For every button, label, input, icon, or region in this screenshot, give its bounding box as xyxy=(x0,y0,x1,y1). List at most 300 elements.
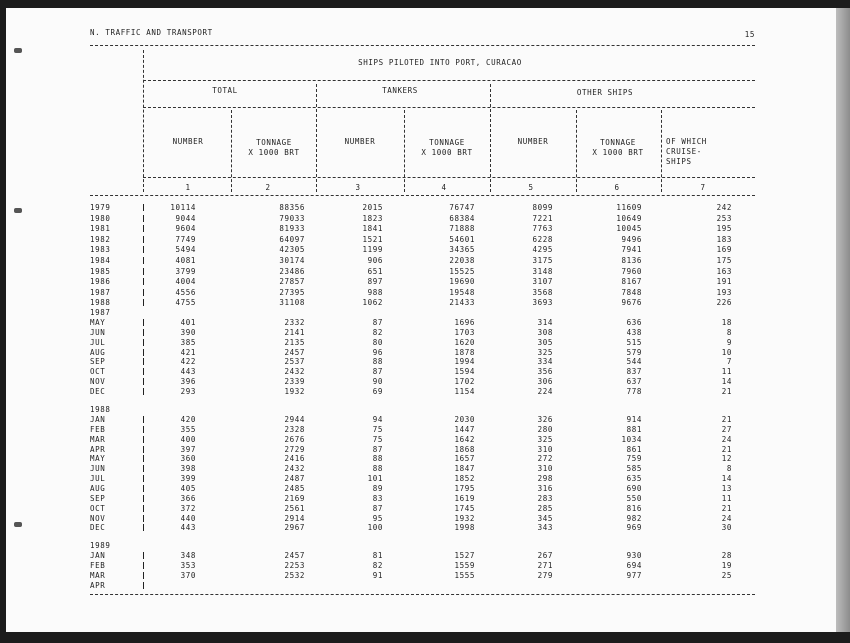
table-cell: 25 xyxy=(721,570,732,580)
column-header: NUMBER xyxy=(172,137,204,146)
table-cell: 87 xyxy=(372,367,383,377)
table-cell: 906 xyxy=(367,256,383,265)
table-cell: 7 xyxy=(726,357,732,367)
table-cell: 2432 xyxy=(284,367,305,377)
table-cell: 19690 xyxy=(449,277,475,287)
table-cell: 1619 xyxy=(454,493,475,503)
row-bar xyxy=(143,268,144,275)
column-separator xyxy=(231,110,232,192)
table-cell: 96 xyxy=(372,347,383,357)
table-cell: 982 xyxy=(626,513,642,523)
row-bar xyxy=(143,505,144,512)
page-number: 15 xyxy=(744,30,755,39)
table-cell: 1703 xyxy=(454,327,475,337)
column-separator xyxy=(661,110,662,192)
table-cell: 80 xyxy=(372,337,383,347)
table-cell: 2561 xyxy=(284,503,305,513)
table-cell: 175 xyxy=(716,256,732,265)
divider xyxy=(90,45,755,46)
row-bar xyxy=(143,289,144,296)
row-bar xyxy=(143,515,144,522)
table-cell: 283 xyxy=(537,493,553,503)
table-cell: 914 xyxy=(626,415,642,424)
row-label: 1981 xyxy=(90,224,111,234)
divider xyxy=(90,594,755,595)
table-cell: 30174 xyxy=(279,256,305,265)
table-cell: 14 xyxy=(721,377,732,387)
table-cell: 242 xyxy=(716,203,732,212)
table-cell: 366 xyxy=(180,493,196,503)
table-cell: 1841 xyxy=(362,224,383,234)
row-label: JUL xyxy=(90,337,106,347)
column-header: TONNAGE X 1000 BRT xyxy=(592,138,644,157)
table-cell: 897 xyxy=(367,277,383,287)
row-bar xyxy=(143,278,144,285)
table-cell: 401 xyxy=(180,318,196,327)
row-label: DEC xyxy=(90,523,106,533)
column-number: 7 xyxy=(700,183,706,192)
row-bar xyxy=(143,368,144,375)
table-cell: 169 xyxy=(716,245,732,255)
row-bar xyxy=(143,257,144,264)
row-bar xyxy=(143,485,144,492)
table-cell: 12 xyxy=(721,454,732,464)
table-cell: 1594 xyxy=(454,367,475,377)
row-label: JAN xyxy=(90,415,106,424)
column-separator xyxy=(490,84,491,192)
row-label: MAR xyxy=(90,434,106,444)
table-cell: 183 xyxy=(716,234,732,244)
row-label: JUL xyxy=(90,474,106,484)
table-cell: 298 xyxy=(537,474,553,484)
row-bar xyxy=(143,572,144,579)
table-cell: 6228 xyxy=(532,234,553,244)
table-cell: 2030 xyxy=(454,415,475,424)
divider xyxy=(143,107,755,108)
table-cell: 253 xyxy=(716,213,732,223)
table-cell: 544 xyxy=(626,357,642,367)
table-cell: 11609 xyxy=(616,203,642,212)
row-label: 1988 xyxy=(90,298,111,308)
table-cell: 69 xyxy=(372,386,383,396)
row-label: 1984 xyxy=(90,256,111,265)
table-cell: 310 xyxy=(537,464,553,474)
table-cell: 325 xyxy=(537,434,553,444)
table-cell: 421 xyxy=(180,347,196,357)
table-cell: 314 xyxy=(537,318,553,327)
table-cell: 27 xyxy=(721,424,732,434)
row-label: JUN xyxy=(90,464,106,474)
row-bar xyxy=(143,339,144,346)
row-bar xyxy=(143,552,144,559)
row-bar xyxy=(143,495,144,502)
table-cell: 13 xyxy=(721,483,732,493)
table-cell: 400 xyxy=(180,434,196,444)
table-cell: 310 xyxy=(537,444,553,454)
table-cell: 1555 xyxy=(454,570,475,580)
table-cell: 1847 xyxy=(454,464,475,474)
table-cell: 759 xyxy=(626,454,642,464)
column-header: OF WHICH CRUISE- SHIPS xyxy=(666,137,707,166)
table-cell: 10649 xyxy=(616,213,642,223)
table-cell: 2729 xyxy=(284,444,305,454)
table-cell: 637 xyxy=(626,377,642,387)
row-bar xyxy=(143,225,144,232)
binder-hole-icon xyxy=(14,48,22,53)
table-cell: 443 xyxy=(180,367,196,377)
table-cell: 19 xyxy=(721,560,732,570)
table-cell: 2485 xyxy=(284,483,305,493)
row-label: NOV xyxy=(90,513,106,523)
table-cell: 42305 xyxy=(279,245,305,255)
row-label: AUG xyxy=(90,347,106,357)
table-cell: 2967 xyxy=(284,523,305,533)
table-cell: 90 xyxy=(372,377,383,387)
table-cell: 11 xyxy=(721,493,732,503)
table-cell: 861 xyxy=(626,444,642,454)
table-cell: 27395 xyxy=(279,287,305,297)
row-bar xyxy=(143,246,144,253)
table-cell: 881 xyxy=(626,424,642,434)
table-cell: 440 xyxy=(180,513,196,523)
table-cell: 226 xyxy=(716,298,732,308)
row-label: 1987 xyxy=(90,287,111,297)
table-cell: 9496 xyxy=(621,234,642,244)
table-cell: 163 xyxy=(716,266,732,276)
row-bar xyxy=(143,358,144,365)
table-cell: 3799 xyxy=(175,266,196,276)
row-bar xyxy=(143,562,144,569)
column-separator xyxy=(316,84,317,192)
table-cell: 326 xyxy=(537,415,553,424)
year-heading: 1987 xyxy=(90,308,111,317)
table-cell: 224 xyxy=(537,386,553,396)
table-cell: 89 xyxy=(372,483,383,493)
column-header: NUMBER xyxy=(344,137,376,146)
table-cell: 191 xyxy=(716,277,732,287)
table-cell: 2015 xyxy=(362,203,383,212)
table-cell: 2169 xyxy=(284,493,305,503)
table-cell: 75 xyxy=(372,424,383,434)
table-cell: 24 xyxy=(721,513,732,523)
table-cell: 977 xyxy=(626,570,642,580)
table-cell: 2537 xyxy=(284,357,305,367)
table-cell: 21 xyxy=(721,503,732,513)
table-cell: 79033 xyxy=(279,213,305,223)
table-cell: 15525 xyxy=(449,266,475,276)
table-cell: 71888 xyxy=(449,224,475,234)
row-label: APR xyxy=(90,580,106,590)
table-cell: 24 xyxy=(721,434,732,444)
table-cell: 7960 xyxy=(621,266,642,276)
table-cell: 87 xyxy=(372,503,383,513)
table-cell: 193 xyxy=(716,287,732,297)
table-cell: 4295 xyxy=(532,245,553,255)
row-label: MAY xyxy=(90,318,106,327)
row-bar xyxy=(143,204,144,211)
table-cell: 83 xyxy=(372,493,383,503)
table-cell: 10045 xyxy=(616,224,642,234)
row-label: JUN xyxy=(90,327,106,337)
table-cell: 88 xyxy=(372,454,383,464)
table-cell: 1527 xyxy=(454,551,475,560)
column-header: TONNAGE X 1000 BRT xyxy=(248,138,300,157)
table-cell: 21 xyxy=(721,386,732,396)
table-cell: 390 xyxy=(180,327,196,337)
table-cell: 87 xyxy=(372,318,383,327)
table-cell: 54601 xyxy=(449,234,475,244)
group-total: TOTAL xyxy=(212,86,238,95)
column-number: 6 xyxy=(614,183,620,192)
divider xyxy=(143,80,755,81)
table-cell: 7941 xyxy=(621,245,642,255)
row-label: NOV xyxy=(90,377,106,387)
table-cell: 3107 xyxy=(532,277,553,287)
table-cell: 14 xyxy=(721,474,732,484)
table-cell: 2944 xyxy=(284,415,305,424)
table-cell: 94 xyxy=(372,415,383,424)
row-bar xyxy=(143,236,144,243)
table-cell: 101 xyxy=(367,474,383,484)
row-bar xyxy=(143,416,144,423)
table-cell: 2676 xyxy=(284,434,305,444)
table-cell: 2457 xyxy=(284,551,305,560)
table-cell: 308 xyxy=(537,327,553,337)
table-cell: 443 xyxy=(180,523,196,533)
table-cell: 4081 xyxy=(175,256,196,265)
table-cell: 10 xyxy=(721,347,732,357)
table-cell: 837 xyxy=(626,367,642,377)
column-number: 2 xyxy=(265,183,271,192)
row-label: 1983 xyxy=(90,245,111,255)
table-cell: 2914 xyxy=(284,513,305,523)
table-cell: 2432 xyxy=(284,464,305,474)
row-label: 1979 xyxy=(90,203,111,212)
table-cell: 816 xyxy=(626,503,642,513)
table-cell: 2328 xyxy=(284,424,305,434)
table-cell: 420 xyxy=(180,415,196,424)
table-cell: 31108 xyxy=(279,298,305,308)
table-cell: 91 xyxy=(372,570,383,580)
table-cell: 11 xyxy=(721,367,732,377)
table-cell: 360 xyxy=(180,454,196,464)
table-cell: 88 xyxy=(372,464,383,474)
table-cell: 334 xyxy=(537,357,553,367)
table-cell: 18 xyxy=(721,318,732,327)
table-cell: 2532 xyxy=(284,570,305,580)
divider xyxy=(143,177,755,178)
table-cell: 27857 xyxy=(279,277,305,287)
row-bar xyxy=(143,582,144,589)
table-cell: 293 xyxy=(180,386,196,396)
table-cell: 3568 xyxy=(532,287,553,297)
table-cell: 82 xyxy=(372,327,383,337)
table-cell: 1154 xyxy=(454,386,475,396)
row-label: DEC xyxy=(90,386,106,396)
row-label: JAN xyxy=(90,551,106,560)
row-bar xyxy=(143,349,144,356)
table-cell: 7749 xyxy=(175,234,196,244)
row-bar xyxy=(143,378,144,385)
table-cell: 397 xyxy=(180,444,196,454)
column-header: TONNAGE X 1000 BRT xyxy=(421,138,473,157)
table-cell: 1878 xyxy=(454,347,475,357)
table-cell: 21 xyxy=(721,444,732,454)
table-cell: 267 xyxy=(537,551,553,560)
table-cell: 81 xyxy=(372,551,383,560)
table-cell: 651 xyxy=(367,266,383,276)
table-cell: 1657 xyxy=(454,454,475,464)
table-cell: 550 xyxy=(626,493,642,503)
column-number: 5 xyxy=(528,183,534,192)
row-label: SEP xyxy=(90,493,106,503)
row-label: APR xyxy=(90,444,106,454)
binder-hole-icon xyxy=(14,522,22,527)
table-cell: 4004 xyxy=(175,277,196,287)
table-cell: 399 xyxy=(180,474,196,484)
table-cell: 969 xyxy=(626,523,642,533)
row-label: SEP xyxy=(90,357,106,367)
table-cell: 3175 xyxy=(532,256,553,265)
table-cell: 8136 xyxy=(621,256,642,265)
table-cell: 345 xyxy=(537,513,553,523)
table-cell: 30 xyxy=(721,523,732,533)
table-cell: 343 xyxy=(537,523,553,533)
table-cell: 1696 xyxy=(454,318,475,327)
column-separator xyxy=(576,110,577,192)
row-label: 1980 xyxy=(90,213,111,223)
table-cell: 325 xyxy=(537,347,553,357)
table-cell: 195 xyxy=(716,224,732,234)
table-cell: 4755 xyxy=(175,298,196,308)
table-cell: 372 xyxy=(180,503,196,513)
table-cell: 396 xyxy=(180,377,196,387)
table-cell: 9 xyxy=(726,337,732,347)
binder-hole-icon xyxy=(14,208,22,213)
table-cell: 438 xyxy=(626,327,642,337)
table-cell: 19548 xyxy=(449,287,475,297)
table-cell: 1642 xyxy=(454,434,475,444)
row-label: 1986 xyxy=(90,277,111,287)
table-cell: 355 xyxy=(180,424,196,434)
table-cell: 1795 xyxy=(454,483,475,493)
table-cell: 348 xyxy=(180,551,196,560)
page-edge-shadow xyxy=(836,8,850,632)
table-cell: 7848 xyxy=(621,287,642,297)
table-cell: 1559 xyxy=(454,560,475,570)
table-cell: 636 xyxy=(626,318,642,327)
table-cell: 1521 xyxy=(362,234,383,244)
table-cell: 8 xyxy=(726,464,732,474)
table-cell: 1745 xyxy=(454,503,475,513)
table-cell: 1932 xyxy=(284,386,305,396)
table-cell: 1823 xyxy=(362,213,383,223)
table-cell: 2416 xyxy=(284,454,305,464)
table-cell: 280 xyxy=(537,424,553,434)
table-cell: 271 xyxy=(537,560,553,570)
row-bar xyxy=(143,299,144,306)
table-cell: 22038 xyxy=(449,256,475,265)
table-cell: 370 xyxy=(180,570,196,580)
column-number: 3 xyxy=(355,183,361,192)
column-number: 4 xyxy=(441,183,447,192)
table-cell: 82 xyxy=(372,560,383,570)
row-bar xyxy=(143,475,144,482)
table-cell: 778 xyxy=(626,386,642,396)
table-cell: 81933 xyxy=(279,224,305,234)
table-cell: 285 xyxy=(537,503,553,513)
table-cell: 2457 xyxy=(284,347,305,357)
row-bar xyxy=(143,524,144,531)
row-bar xyxy=(143,436,144,443)
row-bar xyxy=(143,329,144,336)
table-cell: 515 xyxy=(626,337,642,347)
table-cell: 3693 xyxy=(532,298,553,308)
row-label: 1982 xyxy=(90,234,111,244)
table-cell: 4556 xyxy=(175,287,196,297)
table-cell: 3148 xyxy=(532,266,553,276)
column-separator xyxy=(143,50,144,192)
row-bar xyxy=(143,426,144,433)
table-cell: 88 xyxy=(372,357,383,367)
row-bar xyxy=(143,215,144,222)
table-cell: 28 xyxy=(721,551,732,560)
table-cell: 21433 xyxy=(449,298,475,308)
table-cell: 635 xyxy=(626,474,642,484)
group-other-ships: OTHER SHIPS xyxy=(576,88,634,97)
table-cell: 8 xyxy=(726,327,732,337)
row-bar xyxy=(143,455,144,462)
table-cell: 988 xyxy=(367,287,383,297)
table-cell: 694 xyxy=(626,560,642,570)
table-cell: 5494 xyxy=(175,245,196,255)
table-cell: 7763 xyxy=(532,224,553,234)
table-cell: 2135 xyxy=(284,337,305,347)
row-label: FEB xyxy=(90,560,106,570)
row-label: AUG xyxy=(90,483,106,493)
table-cell: 1062 xyxy=(362,298,383,308)
table-cell: 9676 xyxy=(621,298,642,308)
table-cell: 305 xyxy=(537,337,553,347)
table-cell: 1868 xyxy=(454,444,475,454)
table-cell: 100 xyxy=(367,523,383,533)
table-cell: 76747 xyxy=(449,203,475,212)
table-cell: 1199 xyxy=(362,245,383,255)
table-cell: 398 xyxy=(180,464,196,474)
table-cell: 1620 xyxy=(454,337,475,347)
table-cell: 405 xyxy=(180,483,196,493)
table-cell: 1034 xyxy=(621,434,642,444)
table-cell: 68384 xyxy=(449,213,475,223)
row-label: MAR xyxy=(90,570,106,580)
group-tankers: TANKERS xyxy=(382,86,418,95)
row-label: OCT xyxy=(90,367,106,377)
row-bar xyxy=(143,319,144,326)
table-cell: 34365 xyxy=(449,245,475,255)
row-bar xyxy=(143,388,144,395)
table-cell: 1932 xyxy=(454,513,475,523)
table-cell: 95 xyxy=(372,513,383,523)
column-separator xyxy=(404,110,405,192)
table-cell: 930 xyxy=(626,551,642,560)
table-cell: 23486 xyxy=(279,266,305,276)
row-label: 1985 xyxy=(90,266,111,276)
table-cell: 21 xyxy=(721,415,732,424)
table-cell: 75 xyxy=(372,434,383,444)
table-cell: 1998 xyxy=(454,523,475,533)
row-label: OCT xyxy=(90,503,106,513)
table-cell: 422 xyxy=(180,357,196,367)
